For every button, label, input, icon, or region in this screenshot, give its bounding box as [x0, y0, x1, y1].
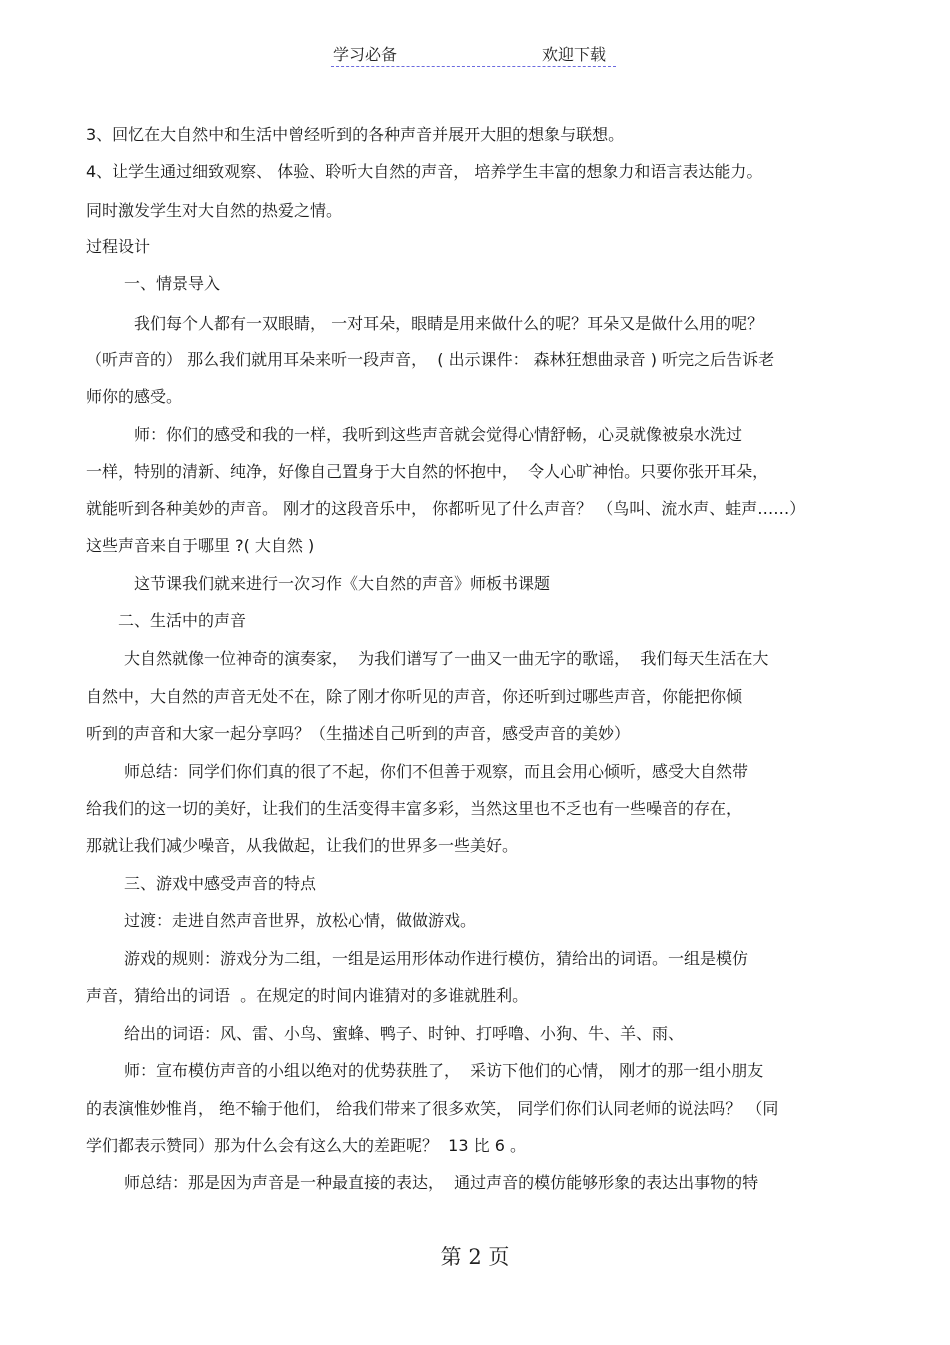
section-heading: 三、游戏中感受声音的特点: [124, 874, 317, 893]
text-line: 4、让学生通过细致观察、 体验、聆听大自然的声音， 培养学生丰富的想象力和语言表达能力。: [86, 162, 763, 181]
text-line: 那就让我们减少噪音，从我做起，让我们的世界多一些美好。: [86, 836, 519, 855]
text-line: 给我们的这一切的美好，让我们的生活变得丰富多彩，当然这里也不乏也有一些噪音的存在，: [86, 799, 743, 818]
text-line: 声音，猜给出的词语 。在规定的时间内谁猜对的多谁就胜利。: [86, 986, 529, 1005]
section-heading: 过程设计: [86, 237, 151, 256]
text-line: 一样，特别的清新、纯净，好像自己置身于大自然的怀抱中， 令人心旷神怡。只要你张开耳朵，: [86, 462, 769, 481]
page-header: [331, 40, 616, 67]
page-number: 第 2 页: [440, 1245, 510, 1269]
text-line: 师总结：那是因为声音是一种最直接的表达， 通过声音的模仿能够形象的表达出事物的特: [124, 1173, 759, 1192]
text-line: 这些声音来自于哪里 ?( 大自然 ): [86, 536, 315, 555]
text-line: 师：你们的感受和我的一样，我听到这些声音就会觉得心情舒畅，心灵就像被泉水洗过: [134, 425, 743, 444]
header-right-text: 欢迎下载: [542, 45, 607, 64]
section-heading: 二、生活中的声音: [118, 611, 247, 630]
text-line: 我们每个人都有一双眼睛， 一对耳朵，眼睛是用来做什么的呢？耳朵又是做什么用的呢？: [134, 314, 764, 333]
text-line: 师：宣布模仿声音的小组以绝对的优势获胜了， 采访下他们的心情， 刚才的那一组小朋友: [124, 1061, 764, 1080]
text-line: 就能听到各种美妙的声音。 刚才的这段音乐中， 你都听见了什么声音？ （鸟叫、流水声、蛙声……）: [86, 499, 806, 518]
text-line: 给出的词语：风、雷、小鸟、蜜蜂、鸭子、时钟、打呼噜、小狗、牛、羊、雨、: [124, 1024, 685, 1043]
text-line: 同时激发学生对大自然的热爱之情。: [86, 201, 343, 220]
text-line: 学们都表示赞同）那为什么会有这么大的差距呢？ 13 比 6 。: [86, 1136, 526, 1155]
section-heading: 一、情景导入: [124, 274, 221, 293]
text-line: 听到的声音和大家一起分享吗？（生描述自己听到的声音，感受声音的美妙）: [86, 724, 631, 743]
text-line: 师总结：同学们你们真的很了不起，你们不但善于观察，而且会用心倾听，感受大自然带: [124, 762, 749, 781]
text-line: 过渡：走进自然声音世界，放松心情，做做游戏。: [124, 911, 477, 930]
text-line: 这节课我们就来进行一次习作《大自然的声音》师板书课题: [134, 574, 551, 593]
header-left-text: 学习必备: [333, 45, 398, 64]
text-line: （听声音的） 那么我们就用耳朵来听一段声音， ( 出示课件： 森林狂想曲录音 ) 听完之后告诉老: [86, 350, 775, 369]
text-line: 大自然就像一位神奇的演奏家， 为我们谱写了一曲又一曲无字的歌谣， 我们每天生活在大: [124, 649, 769, 668]
text-line: 游戏的规则：游戏分为二组，一组是运用形体动作进行模仿，猜给出的词语。一组是模仿: [124, 949, 749, 968]
text-line: 3、回忆在大自然中和生活中曾经听到的各种声音并展开大胆的想象与联想。: [86, 125, 625, 144]
text-line: 的表演惟妙惟肖， 绝不输于他们， 给我们带来了很多欢笑， 同学们你们认同老师的说法吗？ （同: [86, 1099, 779, 1118]
text-line: 自然中，大自然的声音无处不在，除了刚才你听见的声音，你还听到过哪些声音，你能把你倾: [86, 687, 743, 706]
text-line: 师你的感受。: [86, 387, 183, 406]
